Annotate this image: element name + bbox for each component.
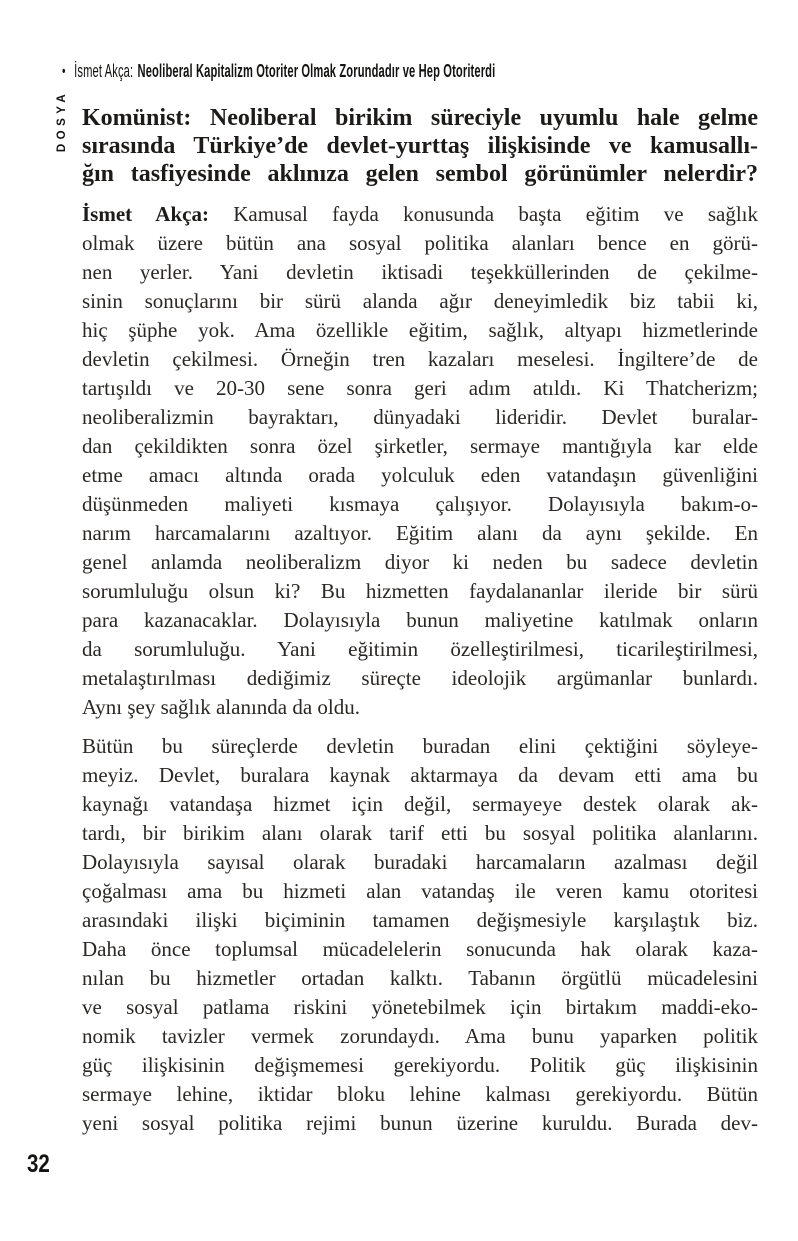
text-line: çoğalması ama bu hizmeti alan vatandaş ile veren kamu otoritesi (82, 879, 758, 903)
text-line: tardı, bir birikim alanı olarak tarif etti bu sosyal politika alanlarını. (82, 821, 758, 845)
running-header (62, 61, 761, 82)
text-line: Bütün bu süreçlerde devletin buradan elini çektiğini söyleye- (82, 734, 758, 758)
text-line: dan çekildikten sonra özel şirketler, sermaye mantığıyla kar elde (82, 434, 758, 458)
text-line: metalaştırılması dediğimiz süreçte ideolojik argümanlar bunlardı. (82, 666, 758, 690)
text-line: nen yerler. Yani devletin iktisadi teşekküllerinden de çekilme- (82, 260, 758, 284)
text-line: güç ilişkisinin değişmemesi gerekiyordu. Politik güç ilişkisinin (82, 1053, 758, 1077)
text-line: Dolayısıyla sayısal olarak buradaki harcamaların azalması değil (82, 850, 758, 874)
interview-answer-paragraph-1 (82, 200, 758, 722)
text-line: ve sosyal patlama riskini yönetebilmek için birtakım maddi-eko- (82, 995, 758, 1019)
text-line: da sorumluluğu. Yani eğitimin özelleştirilmesi, ticarileştirilmesi, (82, 637, 758, 661)
text-line: Daha önce toplumsal mücadelelerin sonucunda hak olarak kaza- (82, 937, 758, 961)
interview-question-paragraph (82, 104, 758, 188)
interview-answer-paragraph-2 (82, 732, 758, 1138)
section-label-dosya: DOSYA (56, 89, 68, 153)
text-line: düşünmeden maliyeti kısmaya çalışıyor. Dolayısıyla bakım-o- (82, 492, 758, 516)
text-line: Komünist: Neoliberal birikim süreciyle uyumlu hale gelme (82, 105, 758, 131)
text-line: İsmet Akça: Kamusal fayda konusunda başta eğitim ve sağlık (82, 202, 758, 226)
speaker-name: İsmet Akça: (82, 202, 209, 226)
text-line: neoliberalizmin bayraktarı, dünyadaki lideridir. Devlet buralar- (82, 405, 758, 429)
text-column (82, 104, 758, 1148)
text-line: sinin sonuçlarını bir sürü alanda ağır deneyimledik biz tabii ki, (82, 289, 758, 313)
running-header-text (62, 61, 495, 82)
text-line: devletin çekilmesi. Örneğin tren kazaları meselesi. İngiltere’de de (82, 347, 758, 371)
text-line: yeni sosyal politika rejimi bunun üzerine kuruldu. Burada dev- (82, 1111, 758, 1135)
text-line: meyiz. Devlet, buralara kaynak aktarmaya da devam etti ama bu (82, 763, 758, 787)
header-article-title: Neoliberal Kapitalizm Otoriter Olmak Zorundadır ve Hep Otoriterdi (137, 61, 496, 81)
text-line: Aynı şey sağlık alanında da oldu. (82, 695, 361, 719)
text-line: etme amacı altında orada yolculuk eden vatandaşın güvenliğini (82, 463, 758, 487)
text-line: narım harcamalarını azaltıyor. Eğitim alanı da aynı şekilde. En (82, 521, 758, 545)
text-line: ğın tasfiyesinde aklınıza gelen sembol görünümler nelerdir? (82, 161, 758, 187)
text-line: hiç şüphe yok. Ama özellikle eğitim, sağlık, altyapı hizmetlerinde (82, 318, 758, 342)
text-line: sermaye lehine, iktidar bloku lehine kalması gerekiyordu. Bütün (82, 1082, 758, 1106)
text-line: arasındaki ilişki biçiminin tamamen değişmesiyle karşılaştık biz. (82, 908, 758, 932)
text-line: sırasında Türkiye’de devlet-yurttaş ilişkisinde ve kamusallı- (82, 133, 758, 159)
text-line: sorumluluğu olsun ki? Bu hizmetten faydalananlar ileride bir sürü (82, 579, 758, 603)
text-line: nomik tavizler vermek zorundaydı. Ama bunu yaparken politik (82, 1024, 758, 1048)
text-line: olmak üzere bütün ana sosyal politika alanları bence en görü- (82, 231, 758, 255)
page-number: 32 (27, 1150, 50, 1178)
text-line: kaynağı vatandaşa hizmet için değil, sermayeye destek olarak ak- (82, 792, 758, 816)
text-line: genel anlamda neoliberalizm diyor ki neden bu sadece devletin (82, 550, 758, 574)
text-line: para kazanacaklar. Dolayısıyla bunun maliyetine katılmak onların (82, 608, 758, 632)
text-line: tartışıldı ve 20-30 sene sonra geri adım atıldı. Ki Thatcherizm; (82, 376, 758, 400)
bullet-icon: • (62, 63, 66, 80)
header-author: İsmet Akça: (74, 61, 134, 81)
text-line: nılan bu hizmetler ortadan kalktı. Tabanın örgütlü mücadelesini (82, 966, 758, 990)
